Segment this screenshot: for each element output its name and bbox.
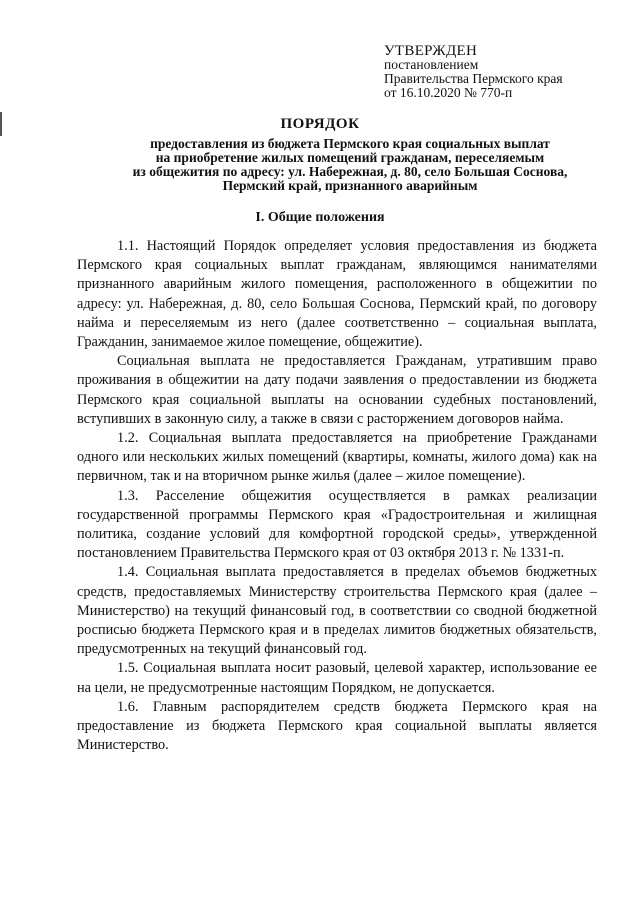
document-subtitle	[60, 137, 640, 193]
document-title: ПОРЯДОК	[280, 116, 360, 132]
approved-line-1: постановлением	[384, 57, 479, 72]
approved-line-2: Правительства Пермского края	[384, 71, 563, 86]
paragraph: 1.5. Социальная выплата носит разовый, целевой характер, использование ее на цели, не предусмотренные настоящим Порядком, не допускается.	[77, 660, 597, 696]
approval-block	[384, 44, 624, 100]
subtitle-line-4: Пермский край, признанного аварийным	[222, 178, 478, 193]
paragraph: 1.1. Настоящий Порядок определяет условия предоставления из бюджета Пермского края социальных выплат гражданам, являющимся нанимателями признанного аварийным жилого помещения, расположенного в общежитии по адресу: ул. Набережная, д. 80, село Большая Соснова, Пермский край, по договору найма и переселяемым из него (далее соответственно – социальная выплата, Гражданин, занимаемое жилое помещение, общежитие).	[77, 238, 597, 351]
approved-line-3: от 16.10.2020 № 770-п	[384, 85, 513, 100]
paragraph: 1.4. Социальная выплата предоставляется в пределах объемов бюджетных средств, предоставляемых Министерству строительства Пермского края (далее – Министерство) на текущий финансовый год, в соответствии со сводной бюджетной росписью бюджета Пермского края и в пределах лимитов бюджетных обязательств, предусмотренных на текущий финансовый год.	[77, 564, 597, 658]
paragraph: 1.3. Расселение общежития осуществляется в рамках реализации государственной программы Пермского края «Градостроительная и жилищная политика, создание условий для комфортной городской среды», утвержденной постановлением Правительства Пермского края от 03 октября 2013 г. № 1331-п.	[77, 487, 597, 562]
subtitle-line-1: предоставления из бюджета Пермского края социальных выплат	[150, 136, 550, 151]
paragraph: 1.6. Главным распорядителем средств бюджета Пермского края на предоставление из бюджета Пермского края социальной выплаты является Министерство.	[77, 698, 597, 754]
subtitle-line-3: из общежития по адресу: ул. Набережная, д. 80, село Большая Соснова,	[132, 164, 568, 179]
approved-label: УТВЕРЖДЕН	[384, 43, 478, 59]
paragraph: 1.2. Социальная выплата предоставляется на приобретение Гражданами одного или нескольких жилых помещений (квартиры, комнаты, жилого дома) как на первичном, так и на вторичном рынке жилья (далее – жилое помещение).	[77, 430, 597, 485]
subtitle-line-2: на приобретение жилых помещений гражданам, переселяемым	[155, 150, 545, 165]
section-heading: I. Общие положения	[255, 210, 385, 225]
paragraph: Социальная выплата не предоставляется Гражданам, утратившим право проживания в общежитии на дату подачи заявления о предоставлении из бюджета Пермского края социальной выплаты на основании судебных постановлений, вступивших в законную силу, а также в связи с расторжением договоров найма.	[77, 353, 597, 427]
document-body	[77, 237, 597, 755]
